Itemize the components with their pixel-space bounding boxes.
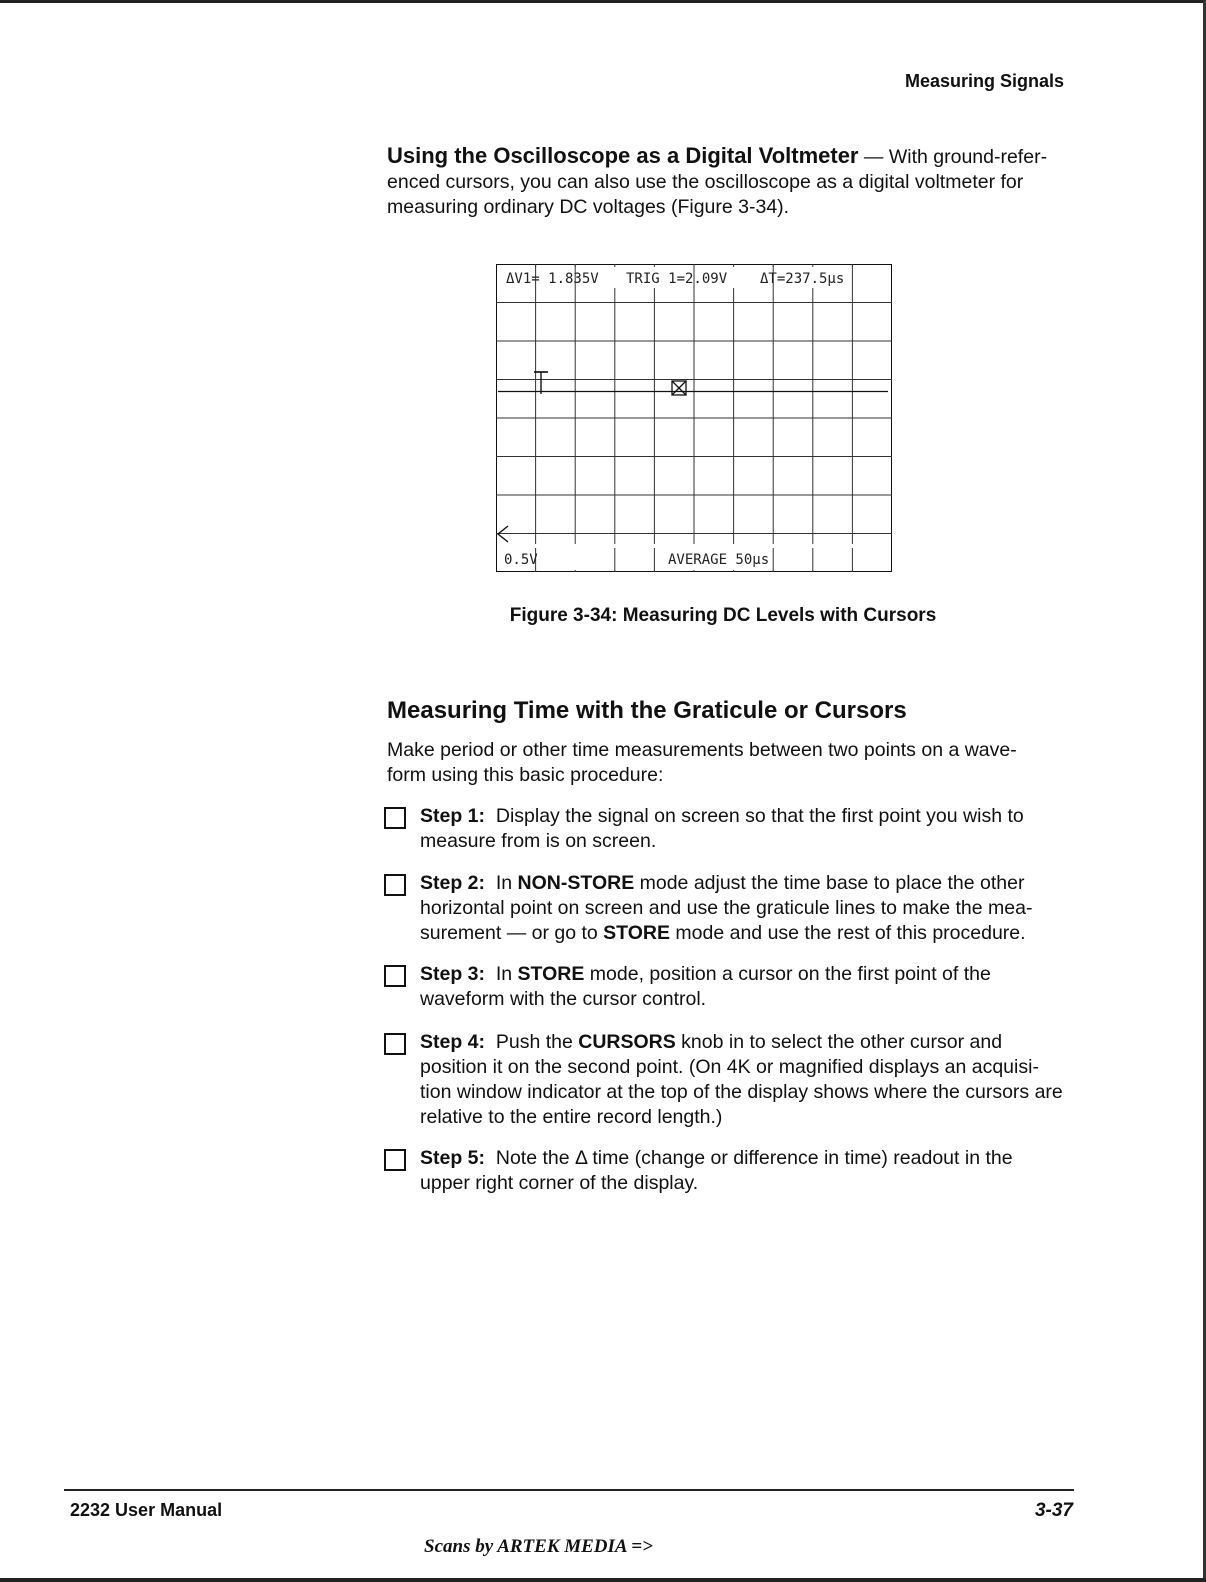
section-intro: Make period or other time measurements between two points on a wave-form using this basic procedure:	[387, 739, 1017, 786]
oscilloscope-display-figure	[496, 264, 892, 572]
step-5	[384, 1146, 1054, 1196]
step-2	[384, 871, 1064, 946]
scan-bottom-border	[0, 1578, 1206, 1582]
footer-rule	[64, 1489, 1074, 1491]
readout-delta-t: ΔT=237.5μs	[760, 271, 845, 287]
step-3	[384, 962, 1054, 1012]
intro-dash: —	[858, 146, 889, 168]
step-5-checkbox[interactable]	[384, 1149, 406, 1171]
scan-credit: Scans by ARTEK MEDIA =>	[424, 1536, 653, 1557]
section-title: Measuring Time with the Graticule or Cursors	[387, 697, 907, 724]
step-3-text: Step 3: In STORE mode, position a cursor on the first point of the waveform with the cursor control.	[420, 963, 991, 1010]
step-5-text: Step 5: Note the Δ time (change or difference in time) readout in the upper right corner of the display.	[420, 1147, 1013, 1194]
intro-lead-title: Using the Oscilloscope as a Digital Voltmeter	[387, 143, 859, 168]
readout-trigger: TRIG 1=2.09V	[626, 271, 728, 287]
step-1	[384, 804, 1054, 854]
step-4-checkbox[interactable]	[384, 1033, 406, 1055]
intro-body: With ground-refer-enced cursors, you can also use the oscilloscope as a digital voltmeter for measuring ordinary DC voltages (Figure 3-34).	[387, 146, 1048, 218]
scan-top-border	[0, 0, 1206, 3]
footer-manual-title: 2232 User Manual	[70, 1500, 223, 1520]
readout-volts-div: 0.5V	[504, 552, 538, 568]
step-4	[384, 1030, 1064, 1130]
step-1-text: Step 1: Display the signal on screen so that the first point you wish to measure from is on screen.	[420, 805, 1024, 852]
readout-average-timebase: AVERAGE 50μs	[668, 552, 770, 568]
step-1-checkbox[interactable]	[384, 807, 406, 829]
figure-caption: Figure 3-34: Measuring DC Levels with Cursors	[509, 605, 937, 626]
step-2-text: Step 2: In NON-STORE mode adjust the time base to place the other horizontal point on screen and use the graticule lines to make the mea-surement — or go to STORE mode and use the rest of this procedure.	[420, 872, 1033, 944]
running-header: Measuring Signals	[904, 71, 1064, 91]
footer-page-number: 3-37	[1034, 1500, 1073, 1521]
step-2-checkbox[interactable]	[384, 874, 406, 896]
intro-paragraph	[387, 143, 1067, 220]
step-3-checkbox[interactable]	[384, 965, 406, 987]
step-4-text: Step 4: Push the CURSORS knob in to select the other cursor and position it on the second point. (On 4K or magnified displays an acquisi-tion window indicator at the top of the display shows where the cursors are relative to the entire record length.)	[420, 1031, 1063, 1128]
readout-delta-v: ΔV1= 1.835V	[506, 271, 599, 287]
